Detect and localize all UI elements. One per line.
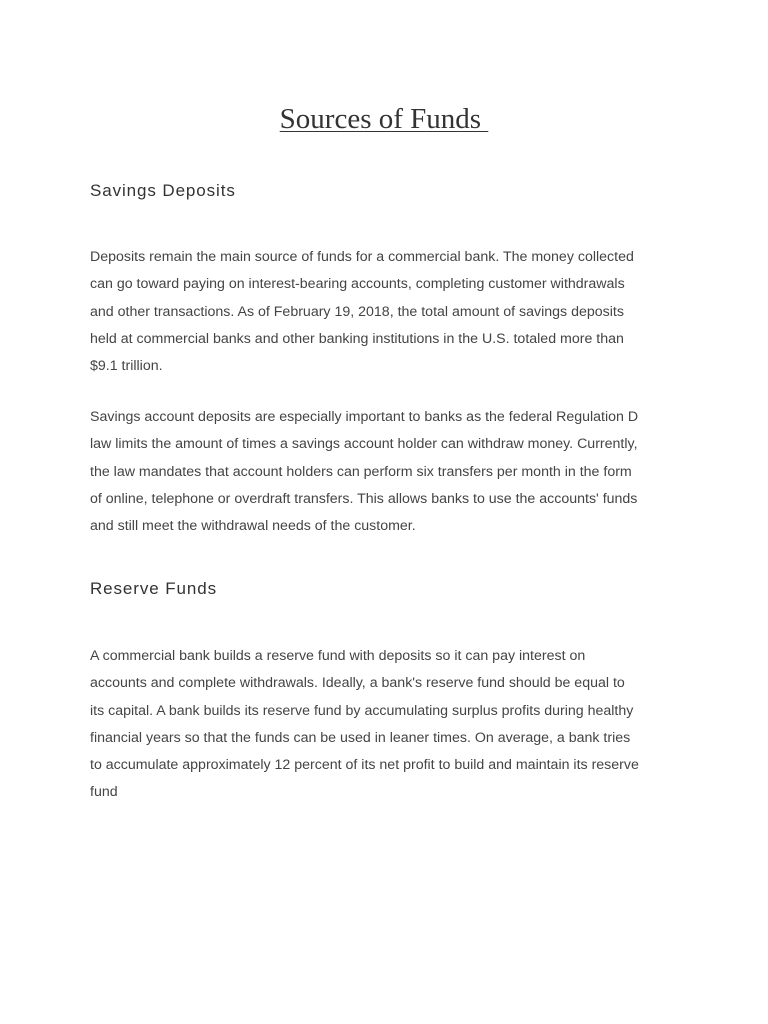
paragraph-savings-deposits-1 bbox=[90, 244, 690, 380]
paragraph-savings-deposits-2 bbox=[90, 404, 690, 540]
paragraph-line: of online, telephone or overdraft transfers. This allows banks to use the accounts' funds bbox=[90, 490, 638, 507]
section-heading-savings-deposits: Savings Deposits bbox=[90, 181, 236, 200]
paragraph-line: Savings account deposits are especially important to banks as the federal Regulation D bbox=[90, 409, 639, 425]
paragraph-line: law limits the amount of times a savings account holder can withdraw money. Currently, bbox=[90, 436, 638, 453]
section-heading-reserve-funds: Reserve Funds bbox=[90, 579, 217, 598]
paragraph-line: to accumulate approximately 12 percent of its net profit to build and maintain its reserve bbox=[90, 757, 639, 774]
paragraph-line: held at commercial banks and other banking institutions in the U.S. totaled more than bbox=[90, 330, 624, 347]
document-title-text: Sources of Funds bbox=[279, 103, 489, 135]
paragraph-line: can go toward paying on interest-bearing accounts, completing customer withdrawals bbox=[90, 276, 625, 293]
paragraph-line: fund bbox=[90, 784, 118, 801]
paragraph-line: A commercial bank builds a reserve fund with deposits so it can pay interest on bbox=[90, 648, 586, 664]
document-title bbox=[0, 101, 768, 137]
paragraph-reserve-funds-1 bbox=[90, 643, 690, 807]
paragraph-line: and still meet the withdrawal needs of the customer. bbox=[90, 518, 416, 535]
paragraph-line: $9.1 trillion. bbox=[90, 358, 163, 375]
paragraph-line: accounts and complete withdrawals. Ideally, a bank's reserve fund should be equal to bbox=[90, 675, 625, 692]
paragraph-line: its capital. A bank builds its reserve fund by accumulating surplus profits during healthy bbox=[90, 702, 634, 719]
paragraph-line: the law mandates that account holders can perform six transfers per month in the form bbox=[90, 463, 632, 480]
paragraph-line: Deposits remain the main source of funds for a commercial bank. The money collected bbox=[90, 249, 634, 265]
paragraph-line: financial years so that the funds can be used in leaner times. On average, a bank tries bbox=[90, 729, 631, 746]
paragraph-line: and other transactions. As of February 19, 2018, the total amount of savings deposits bbox=[90, 303, 624, 320]
